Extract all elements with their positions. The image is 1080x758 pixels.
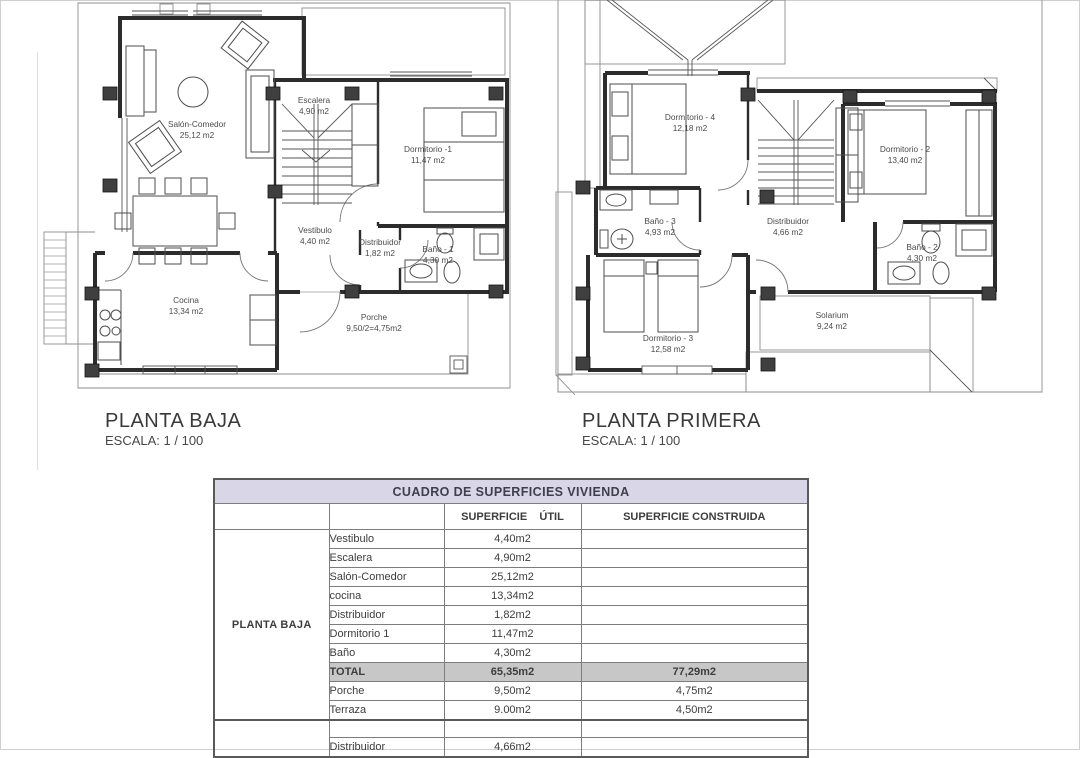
planta-baja-scale: ESCALA: 1 / 100 — [105, 433, 204, 448]
room-label-dormitorio-3: Dormitorio - 3 — [642, 333, 694, 343]
room-area-bano-2: 4,30 m2 — [907, 253, 937, 263]
room-area-distribuidor: 1,82 m2 — [365, 248, 395, 258]
row-name: Escalera — [329, 549, 444, 568]
row-util — [444, 720, 581, 738]
planta-primera-title: PLANTA PRIMERA — [582, 410, 761, 432]
room-label-salon-comedor: Salón-Comedor — [167, 119, 227, 129]
room-label-distribuidor-p1: Distribuidor — [767, 216, 809, 226]
group-planta-baja: PLANTA BAJA — [214, 530, 329, 721]
planta-baja-drawing — [0, 0, 540, 462]
room-label-dormitorio-1: Dormitorio -1 — [404, 144, 452, 154]
table-row — [214, 530, 808, 549]
table-title-row — [214, 479, 808, 504]
header-empty-1 — [214, 504, 329, 530]
room-area-dormitorio-1: 11,47 m2 — [411, 155, 445, 165]
row-construida — [581, 587, 808, 606]
terrace-hatch — [558, 298, 973, 392]
surfaces-table — [213, 478, 809, 758]
exterior-stair-icon — [556, 192, 575, 395]
row-construida — [581, 720, 808, 738]
row-util: 11,47m2 — [444, 625, 581, 644]
row-name: cocina — [329, 587, 444, 606]
row-util: 4,40m2 — [444, 530, 581, 549]
header-superficie-construida: SUPERFICIE CONSTRUIDA — [581, 504, 808, 530]
row-name: Salón-Comedor — [329, 568, 444, 587]
row-construida — [581, 644, 808, 663]
row-construida: 77,29m2 — [581, 663, 808, 682]
row-name: Dormitorio 1 — [329, 625, 444, 644]
row-construida — [581, 738, 808, 758]
room-label-distribuidor: Distribuidor — [359, 237, 401, 247]
room-area-cocina: 13,34 m2 — [168, 306, 204, 316]
planta-primera-drawing — [540, 0, 1080, 462]
row-name: TOTAL — [329, 663, 444, 682]
room-area-dormitorio-3: 12,58 m2 — [650, 344, 686, 354]
row-construida — [581, 568, 808, 587]
row-util: 25,12m2 — [444, 568, 581, 587]
row-util: 9,50m2 — [444, 682, 581, 701]
row-name: Terraza — [329, 701, 444, 721]
room-label-bano-3: Baño - 3 — [644, 216, 676, 226]
room-label-escalera: Escalera — [297, 95, 331, 105]
row-util: 4,90m2 — [444, 549, 581, 568]
windows — [122, 11, 472, 374]
walls — [95, 16, 509, 370]
room-area-escalera: 4,90 m2 — [299, 106, 329, 116]
group-planta-primera — [214, 720, 329, 757]
row-util: 4,66m2 — [444, 738, 581, 758]
room-label-dormitorio-4: Dormitorio - 4 — [664, 112, 716, 122]
pilasters — [85, 87, 503, 377]
row-construida — [581, 606, 808, 625]
row-name: Distribuidor — [329, 738, 444, 758]
room-area-dormitorio-2: 13,40 m2 — [887, 155, 923, 165]
row-construida — [581, 625, 808, 644]
room-label-vestibulo: Vestibulo — [298, 225, 332, 235]
door-arcs — [105, 184, 428, 332]
row-construida: 4,75m2 — [581, 682, 808, 701]
row-name — [329, 720, 444, 738]
round-table-icon — [178, 77, 208, 107]
planta-primera-scale: ESCALA: 1 / 100 — [582, 433, 681, 448]
row-util: 9.00m2 — [444, 701, 581, 721]
planta-baja-title: PLANTA BAJA — [105, 410, 242, 432]
sofa-icon — [126, 46, 274, 158]
row-util: 1,82m2 — [444, 606, 581, 625]
stairs-icon — [282, 104, 378, 205]
row-construida — [581, 530, 808, 549]
room-label-dormitorio-2: Dormitorio - 2 — [879, 144, 931, 154]
table-title: CUADRO DE SUPERFICIES VIVIENDA — [214, 479, 808, 504]
room-label-solarium: Solarium — [815, 310, 849, 320]
room-area-porche: 9,50/2=4,75m2 — [346, 323, 402, 333]
bathroom-fixtures-icon — [405, 228, 504, 283]
row-util: 13,34m2 — [444, 587, 581, 606]
room-label-bano-1: Baño - 1 — [422, 244, 454, 254]
room-area-dormitorio-4: 12,18 m2 — [672, 123, 708, 133]
table-row — [214, 720, 808, 738]
room-label-bano-2: Baño - 2 — [906, 242, 938, 252]
roof-hatch — [585, 0, 997, 188]
room-area-bano-3: 4,93 m2 — [645, 227, 675, 237]
row-util: 65,35m2 — [444, 663, 581, 682]
row-name: Vestibulo — [329, 530, 444, 549]
header-superficie-util: SUPERFICIE ÚTIL — [444, 504, 581, 530]
room-area-distribuidor-p1: 4,66 m2 — [773, 227, 803, 237]
row-construida — [581, 549, 808, 568]
room-area-salon-comedor: 25,12 m2 — [179, 130, 215, 140]
row-util: 4,30m2 — [444, 644, 581, 663]
row-construida: 4,50m2 — [581, 701, 808, 721]
room-label-porche: Porche — [360, 312, 388, 322]
row-name: Baño — [329, 644, 444, 663]
table-header-row — [214, 504, 808, 530]
room-area-vestibulo: 4,40 m2 — [300, 236, 330, 246]
row-name: Porche — [329, 682, 444, 701]
porch-column-icon — [450, 356, 467, 373]
armchair-icon — [129, 21, 269, 173]
room-label-cocina: Cocina — [173, 295, 199, 305]
row-name: Distribuidor — [329, 606, 444, 625]
room-area-bano-1: 4,30 m2 — [423, 255, 453, 265]
room-area-solarium: 9,24 m2 — [817, 321, 847, 331]
header-empty-2 — [329, 504, 444, 530]
